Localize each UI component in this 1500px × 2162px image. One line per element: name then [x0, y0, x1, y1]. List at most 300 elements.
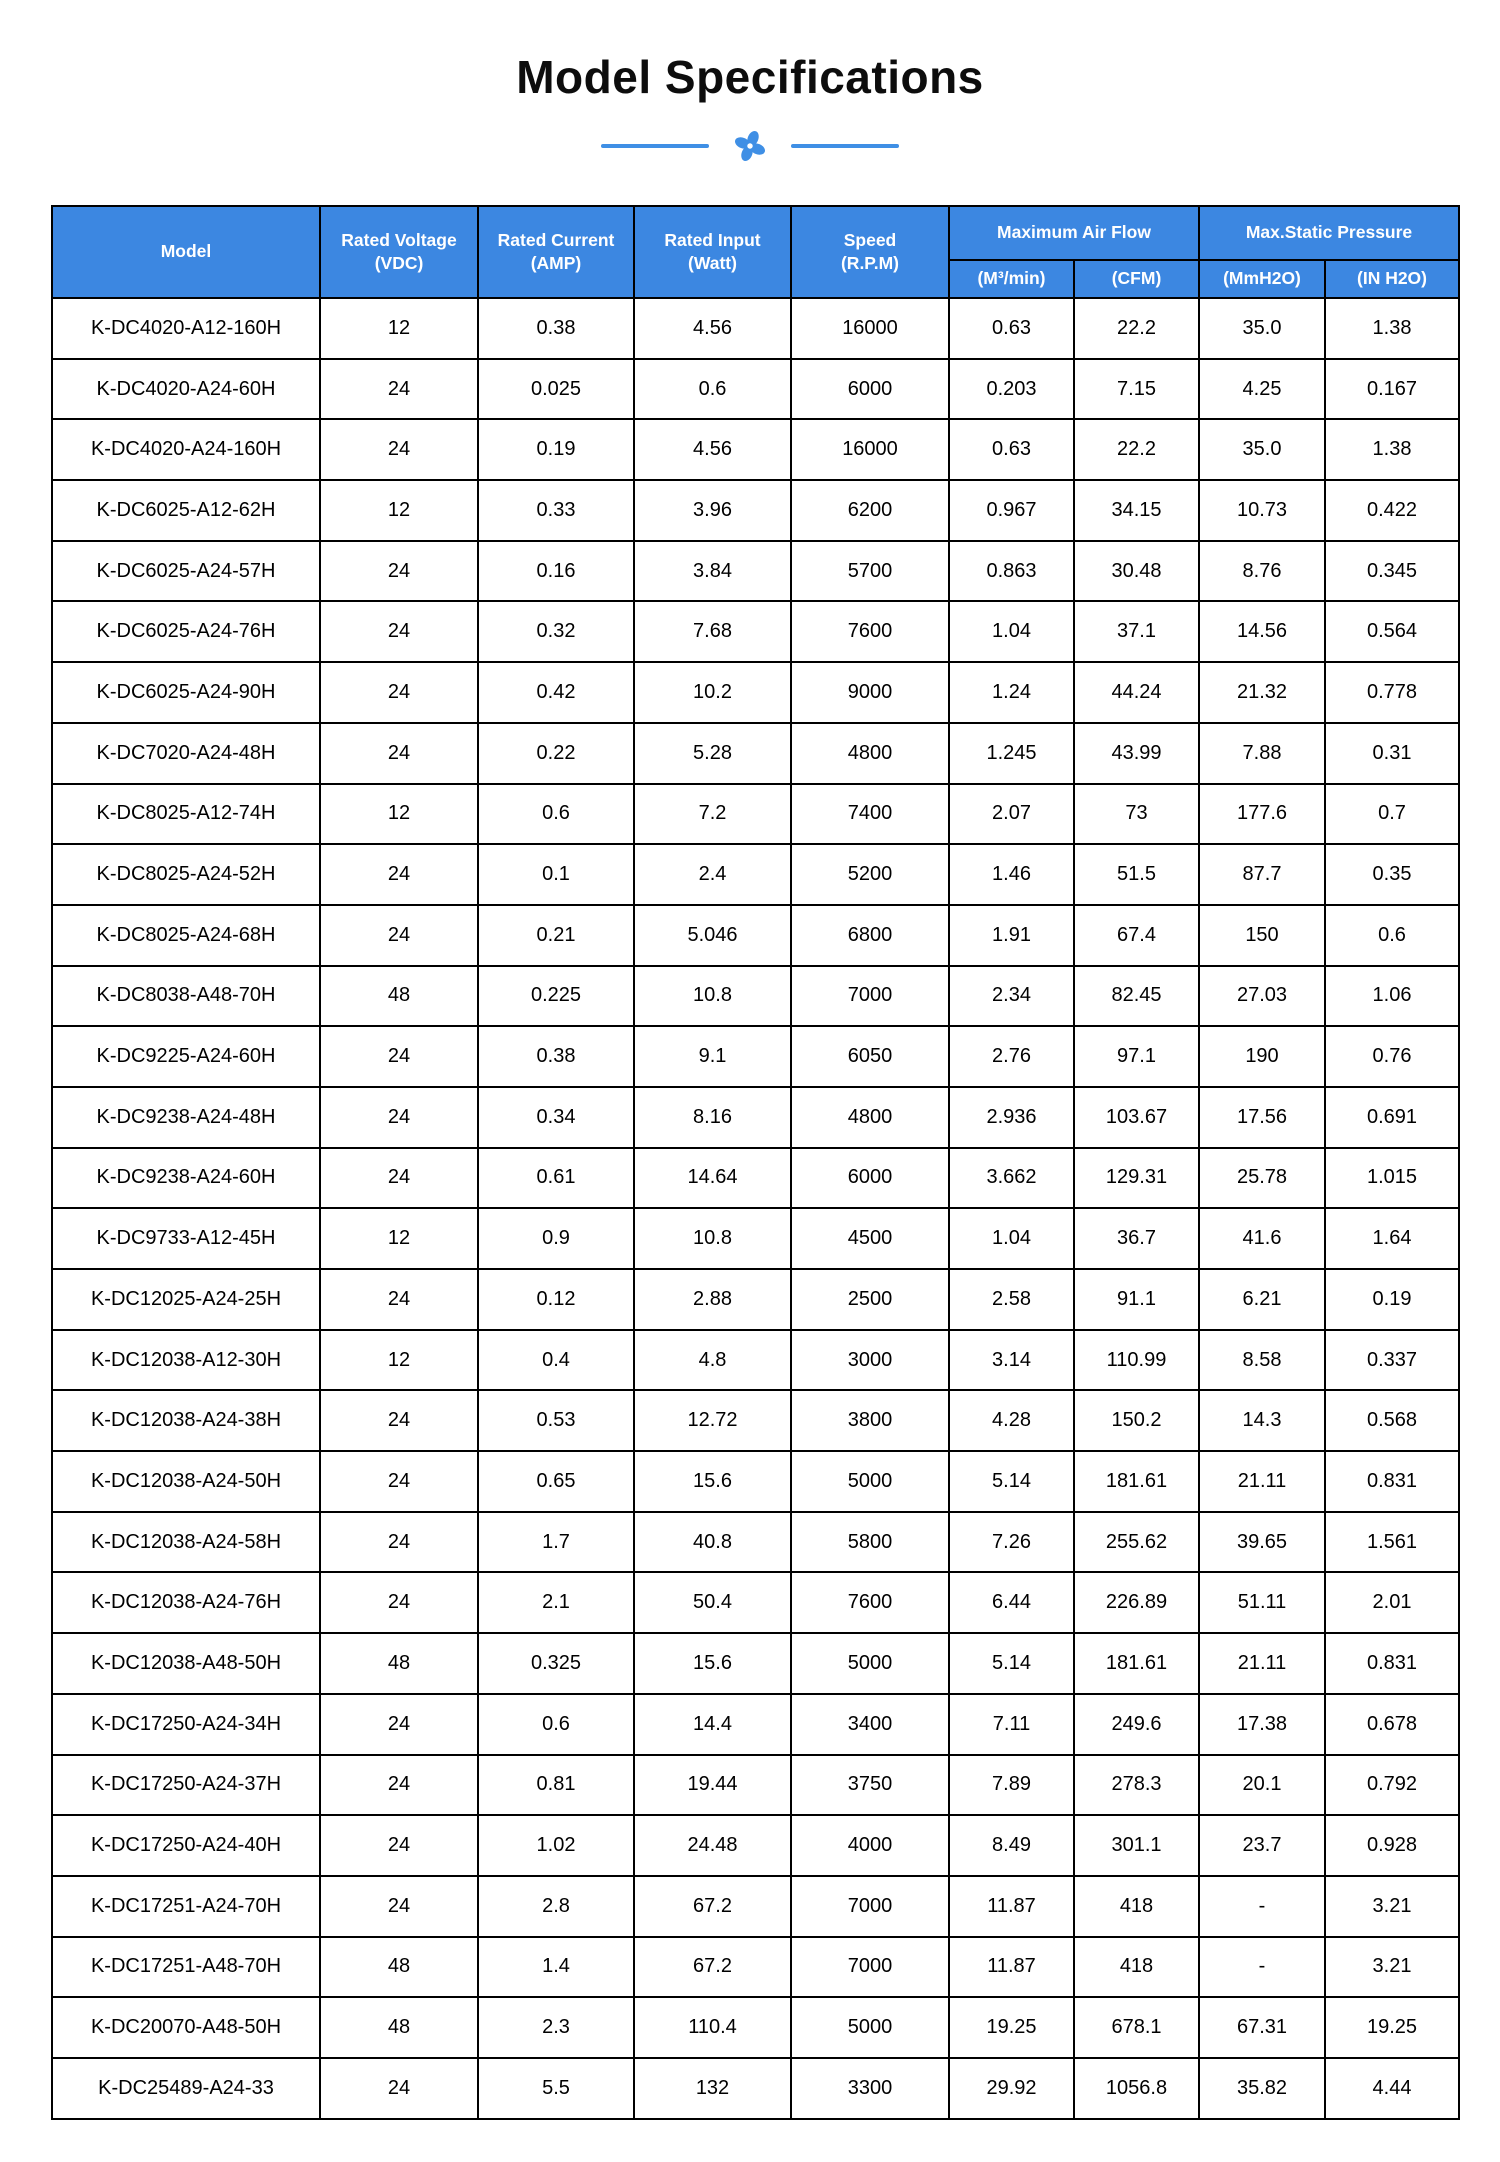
- table-row: [52, 1694, 1459, 1755]
- cell-speed: 6200: [791, 480, 949, 541]
- cell-pressure-inh2o: 0.167: [1325, 359, 1459, 420]
- col-header-model: Model: [52, 206, 320, 298]
- table-row: [52, 419, 1459, 480]
- col-header-voltage-line1: Rated Voltage: [341, 229, 457, 250]
- cell-speed: 5000: [791, 1997, 949, 2058]
- cell-speed: 4800: [791, 1087, 949, 1148]
- cell-speed: 3800: [791, 1390, 949, 1451]
- cell-pressure-mmh2o: 10.73: [1199, 480, 1325, 541]
- divider-line-right: [791, 144, 899, 148]
- cell-pressure-mmh2o: 177.6: [1199, 784, 1325, 845]
- cell-airflow-m3min: 0.863: [949, 541, 1074, 602]
- cell-model: K-DC12038-A24-50H: [52, 1451, 320, 1512]
- cell-airflow-m3min: 1.245: [949, 723, 1074, 784]
- cell-model: K-DC4020-A24-160H: [52, 419, 320, 480]
- cell-pressure-inh2o: 0.422: [1325, 480, 1459, 541]
- col-group-pressure: Max.Static Pressure: [1199, 206, 1459, 260]
- col-header-speed: [791, 206, 949, 298]
- cell-pressure-inh2o: 0.792: [1325, 1755, 1459, 1816]
- cell-rated-current: 2.3: [478, 1997, 634, 2058]
- table-row: [52, 2058, 1459, 2119]
- cell-rated-input: 3.84: [634, 541, 791, 602]
- cell-rated-voltage: 24: [320, 844, 478, 905]
- cell-airflow-cfm: 36.7: [1074, 1208, 1199, 1269]
- cell-airflow-m3min: 8.49: [949, 1815, 1074, 1876]
- cell-rated-input: 15.6: [634, 1633, 791, 1694]
- cell-pressure-mmh2o: 6.21: [1199, 1269, 1325, 1330]
- cell-airflow-m3min: 0.203: [949, 359, 1074, 420]
- cell-pressure-mmh2o: 35.0: [1199, 419, 1325, 480]
- cell-speed: 3750: [791, 1755, 949, 1816]
- divider-line-left: [601, 144, 709, 148]
- cell-rated-input: 10.2: [634, 662, 791, 723]
- cell-model: K-DC12025-A24-25H: [52, 1269, 320, 1330]
- table-row: [52, 1390, 1459, 1451]
- cell-airflow-m3min: 1.91: [949, 905, 1074, 966]
- cell-speed: 5000: [791, 1451, 949, 1512]
- col-header-pressure-mmh2o: (MmH2O): [1199, 260, 1325, 298]
- cell-model: K-DC25489-A24-33: [52, 2058, 320, 2119]
- cell-pressure-inh2o: 0.928: [1325, 1815, 1459, 1876]
- cell-airflow-cfm: 97.1: [1074, 1026, 1199, 1087]
- cell-speed: 6050: [791, 1026, 949, 1087]
- cell-rated-input: 50.4: [634, 1572, 791, 1633]
- cell-model: K-DC4020-A24-60H: [52, 359, 320, 420]
- cell-rated-voltage: 24: [320, 1572, 478, 1633]
- cell-pressure-mmh2o: 17.56: [1199, 1087, 1325, 1148]
- cell-rated-current: 0.53: [478, 1390, 634, 1451]
- cell-rated-voltage: 12: [320, 784, 478, 845]
- cell-rated-voltage: 24: [320, 1755, 478, 1816]
- cell-speed: 7600: [791, 601, 949, 662]
- cell-rated-current: 1.7: [478, 1512, 634, 1573]
- cell-rated-voltage: 48: [320, 1997, 478, 2058]
- cell-speed: 6000: [791, 1148, 949, 1209]
- cell-speed: 7000: [791, 1937, 949, 1998]
- cell-pressure-inh2o: 0.35: [1325, 844, 1459, 905]
- cell-pressure-inh2o: 19.25: [1325, 1997, 1459, 2058]
- cell-model: K-DC6025-A12-62H: [52, 480, 320, 541]
- cell-pressure-inh2o: 0.6: [1325, 905, 1459, 966]
- cell-pressure-mmh2o: 21.11: [1199, 1451, 1325, 1512]
- cell-model: K-DC9225-A24-60H: [52, 1026, 320, 1087]
- cell-model: K-DC6025-A24-76H: [52, 601, 320, 662]
- cell-rated-voltage: 24: [320, 662, 478, 723]
- cell-speed: 6000: [791, 359, 949, 420]
- cell-pressure-inh2o: 0.76: [1325, 1026, 1459, 1087]
- spec-table: [51, 205, 1460, 2120]
- cell-airflow-cfm: 73: [1074, 784, 1199, 845]
- cell-model: K-DC12038-A24-58H: [52, 1512, 320, 1573]
- cell-airflow-m3min: 5.14: [949, 1633, 1074, 1694]
- cell-airflow-m3min: 7.89: [949, 1755, 1074, 1816]
- cell-airflow-cfm: 7.15: [1074, 359, 1199, 420]
- cell-speed: 16000: [791, 419, 949, 480]
- cell-speed: 3400: [791, 1694, 949, 1755]
- cell-speed: 5700: [791, 541, 949, 602]
- cell-rated-input: 67.2: [634, 1937, 791, 1998]
- cell-rated-voltage: 48: [320, 1633, 478, 1694]
- cell-rated-current: 0.81: [478, 1755, 634, 1816]
- cell-airflow-cfm: 37.1: [1074, 601, 1199, 662]
- cell-rated-voltage: 12: [320, 1208, 478, 1269]
- cell-pressure-mmh2o: 8.58: [1199, 1330, 1325, 1391]
- cell-pressure-inh2o: 2.01: [1325, 1572, 1459, 1633]
- cell-model: K-DC6025-A24-90H: [52, 662, 320, 723]
- table-row: [52, 1269, 1459, 1330]
- table-row: [52, 541, 1459, 602]
- cell-airflow-m3min: 1.46: [949, 844, 1074, 905]
- table-header: [52, 206, 1459, 298]
- cell-rated-input: 4.56: [634, 298, 791, 359]
- cell-rated-current: 0.4: [478, 1330, 634, 1391]
- cell-rated-voltage: 24: [320, 723, 478, 784]
- cell-rated-input: 2.88: [634, 1269, 791, 1330]
- page-title: Model Specifications: [516, 51, 984, 103]
- cell-airflow-cfm: 418: [1074, 1876, 1199, 1937]
- cell-rated-current: 0.325: [478, 1633, 634, 1694]
- table-row: [52, 298, 1459, 359]
- cell-pressure-mmh2o: 17.38: [1199, 1694, 1325, 1755]
- table-row: [52, 480, 1459, 541]
- cell-rated-input: 40.8: [634, 1512, 791, 1573]
- cell-airflow-m3min: 2.936: [949, 1087, 1074, 1148]
- cell-rated-current: 0.61: [478, 1148, 634, 1209]
- table-row: [52, 662, 1459, 723]
- cell-airflow-cfm: 418: [1074, 1937, 1199, 1998]
- cell-pressure-mmh2o: 21.32: [1199, 662, 1325, 723]
- cell-airflow-m3min: 3.14: [949, 1330, 1074, 1391]
- cell-airflow-cfm: 678.1: [1074, 1997, 1199, 2058]
- cell-airflow-m3min: 0.967: [949, 480, 1074, 541]
- cell-pressure-mmh2o: 51.11: [1199, 1572, 1325, 1633]
- cell-rated-voltage: 24: [320, 905, 478, 966]
- cell-airflow-cfm: 44.24: [1074, 662, 1199, 723]
- cell-pressure-inh2o: 0.691: [1325, 1087, 1459, 1148]
- col-header-input-line1: Rated Input: [664, 229, 761, 250]
- cell-rated-current: 0.22: [478, 723, 634, 784]
- col-group-airflow: Maximum Air Flow: [949, 206, 1199, 260]
- cell-pressure-mmh2o: 150: [1199, 905, 1325, 966]
- cell-speed: 4500: [791, 1208, 949, 1269]
- cell-speed: 3300: [791, 2058, 949, 2119]
- cell-rated-input: 7.2: [634, 784, 791, 845]
- cell-pressure-inh2o: 0.7: [1325, 784, 1459, 845]
- cell-speed: 4000: [791, 1815, 949, 1876]
- cell-rated-current: 2.8: [478, 1876, 634, 1937]
- col-header-voltage: [320, 206, 478, 298]
- cell-model: K-DC12038-A24-76H: [52, 1572, 320, 1633]
- cell-rated-input: 19.44: [634, 1755, 791, 1816]
- cell-airflow-cfm: 249.6: [1074, 1694, 1199, 1755]
- cell-pressure-inh2o: 3.21: [1325, 1876, 1459, 1937]
- cell-rated-input: 14.64: [634, 1148, 791, 1209]
- cell-pressure-mmh2o: -: [1199, 1876, 1325, 1937]
- col-header-airflow-m3min: (M³/min): [949, 260, 1074, 298]
- cell-rated-current: 0.9: [478, 1208, 634, 1269]
- table-row: [52, 1148, 1459, 1209]
- cell-rated-input: 10.8: [634, 966, 791, 1027]
- cell-model: K-DC8025-A24-52H: [52, 844, 320, 905]
- cell-pressure-mmh2o: -: [1199, 1937, 1325, 1998]
- cell-speed: 7000: [791, 966, 949, 1027]
- col-header-speed-line1: Speed: [843, 229, 897, 250]
- cell-pressure-inh2o: 0.345: [1325, 541, 1459, 602]
- cell-rated-voltage: 48: [320, 966, 478, 1027]
- cell-speed: 7600: [791, 1572, 949, 1633]
- cell-model: K-DC8025-A24-68H: [52, 905, 320, 966]
- cell-pressure-inh2o: 1.38: [1325, 298, 1459, 359]
- cell-rated-current: 0.32: [478, 601, 634, 662]
- table-row: [52, 844, 1459, 905]
- cell-pressure-inh2o: 0.678: [1325, 1694, 1459, 1755]
- cell-rated-voltage: 24: [320, 1512, 478, 1573]
- cell-rated-voltage: 12: [320, 298, 478, 359]
- cell-airflow-m3min: 11.87: [949, 1876, 1074, 1937]
- cell-rated-input: 12.72: [634, 1390, 791, 1451]
- cell-speed: 4800: [791, 723, 949, 784]
- cell-rated-current: 0.65: [478, 1451, 634, 1512]
- cell-rated-voltage: 24: [320, 1390, 478, 1451]
- cell-airflow-m3min: 5.14: [949, 1451, 1074, 1512]
- table-row: [52, 601, 1459, 662]
- cell-rated-current: 0.33: [478, 480, 634, 541]
- cell-airflow-m3min: 2.07: [949, 784, 1074, 845]
- cell-rated-input: 5.046: [634, 905, 791, 966]
- cell-model: K-DC12038-A12-30H: [52, 1330, 320, 1391]
- cell-pressure-mmh2o: 20.1: [1199, 1755, 1325, 1816]
- cell-airflow-cfm: 226.89: [1074, 1572, 1199, 1633]
- cell-airflow-cfm: 91.1: [1074, 1269, 1199, 1330]
- cell-rated-voltage: 24: [320, 1148, 478, 1209]
- cell-model: K-DC6025-A24-57H: [52, 541, 320, 602]
- col-header-airflow-cfm: (CFM): [1074, 260, 1199, 298]
- cell-rated-input: 7.68: [634, 601, 791, 662]
- col-header-current-line1: Rated Current: [497, 229, 615, 250]
- cell-model: K-DC9238-A24-48H: [52, 1087, 320, 1148]
- cell-speed: 3000: [791, 1330, 949, 1391]
- cell-rated-voltage: 24: [320, 1269, 478, 1330]
- col-header-pressure-inh2o: (IN H2O): [1325, 260, 1459, 298]
- cell-rated-input: 4.8: [634, 1330, 791, 1391]
- cell-pressure-inh2o: 0.831: [1325, 1451, 1459, 1512]
- cell-rated-current: 0.1: [478, 844, 634, 905]
- cell-rated-voltage: 12: [320, 480, 478, 541]
- cell-speed: 16000: [791, 298, 949, 359]
- cell-pressure-inh2o: 4.44: [1325, 2058, 1459, 2119]
- cell-rated-input: 9.1: [634, 1026, 791, 1087]
- cell-pressure-inh2o: 0.831: [1325, 1633, 1459, 1694]
- cell-airflow-cfm: 301.1: [1074, 1815, 1199, 1876]
- cell-airflow-cfm: 43.99: [1074, 723, 1199, 784]
- cell-pressure-mmh2o: 23.7: [1199, 1815, 1325, 1876]
- table-row: [52, 1815, 1459, 1876]
- cell-model: K-DC17251-A48-70H: [52, 1937, 320, 1998]
- cell-rated-current: 0.025: [478, 359, 634, 420]
- cell-pressure-mmh2o: 27.03: [1199, 966, 1325, 1027]
- cell-pressure-mmh2o: 21.11: [1199, 1633, 1325, 1694]
- cell-pressure-mmh2o: 4.25: [1199, 359, 1325, 420]
- table-row: [52, 1330, 1459, 1391]
- cell-rated-input: 10.8: [634, 1208, 791, 1269]
- table-row: [52, 1512, 1459, 1573]
- col-header-current: [478, 206, 634, 298]
- cell-pressure-inh2o: 0.778: [1325, 662, 1459, 723]
- cell-rated-voltage: 12: [320, 1330, 478, 1391]
- cell-model: K-DC17251-A24-70H: [52, 1876, 320, 1937]
- cell-pressure-mmh2o: 190: [1199, 1026, 1325, 1087]
- table-row: [52, 1937, 1459, 1998]
- cell-rated-voltage: 24: [320, 1451, 478, 1512]
- header-row-top: [52, 206, 1459, 260]
- cell-rated-input: 4.56: [634, 419, 791, 480]
- cell-rated-input: 110.4: [634, 1997, 791, 2058]
- cell-airflow-m3min: 2.58: [949, 1269, 1074, 1330]
- cell-airflow-cfm: 1056.8: [1074, 2058, 1199, 2119]
- cell-pressure-inh2o: 3.21: [1325, 1937, 1459, 1998]
- col-header-input: [634, 206, 791, 298]
- cell-rated-current: 0.38: [478, 1026, 634, 1087]
- cell-airflow-cfm: 181.61: [1074, 1451, 1199, 1512]
- table-row: [52, 1208, 1459, 1269]
- cell-rated-input: 0.6: [634, 359, 791, 420]
- table-row: [52, 905, 1459, 966]
- table-row: [52, 1026, 1459, 1087]
- cell-pressure-inh2o: 1.06: [1325, 966, 1459, 1027]
- cell-pressure-mmh2o: 25.78: [1199, 1148, 1325, 1209]
- cell-airflow-cfm: 255.62: [1074, 1512, 1199, 1573]
- cell-airflow-m3min: 0.63: [949, 298, 1074, 359]
- cell-pressure-inh2o: 0.31: [1325, 723, 1459, 784]
- table-row: [52, 1087, 1459, 1148]
- cell-airflow-m3min: 3.662: [949, 1148, 1074, 1209]
- cell-rated-voltage: 24: [320, 1876, 478, 1937]
- cell-pressure-mmh2o: 14.56: [1199, 601, 1325, 662]
- table-row: [52, 1572, 1459, 1633]
- cell-airflow-cfm: 22.2: [1074, 298, 1199, 359]
- cell-model: K-DC4020-A12-160H: [52, 298, 320, 359]
- cell-model: K-DC12038-A24-38H: [52, 1390, 320, 1451]
- cell-airflow-m3min: 7.11: [949, 1694, 1074, 1755]
- cell-pressure-mmh2o: 35.0: [1199, 298, 1325, 359]
- fan-icon: [733, 129, 767, 163]
- cell-model: K-DC17250-A24-40H: [52, 1815, 320, 1876]
- cell-speed: 7000: [791, 1876, 949, 1937]
- cell-pressure-inh2o: 0.337: [1325, 1330, 1459, 1391]
- cell-pressure-inh2o: 1.015: [1325, 1148, 1459, 1209]
- cell-rated-voltage: 24: [320, 1815, 478, 1876]
- cell-speed: 6800: [791, 905, 949, 966]
- cell-rated-current: 0.34: [478, 1087, 634, 1148]
- cell-rated-current: 1.4: [478, 1937, 634, 1998]
- cell-airflow-cfm: 34.15: [1074, 480, 1199, 541]
- cell-airflow-cfm: 51.5: [1074, 844, 1199, 905]
- cell-rated-current: 0.6: [478, 1694, 634, 1755]
- cell-rated-voltage: 24: [320, 1087, 478, 1148]
- cell-airflow-cfm: 110.99: [1074, 1330, 1199, 1391]
- cell-pressure-mmh2o: 87.7: [1199, 844, 1325, 905]
- cell-model: K-DC20070-A48-50H: [52, 1997, 320, 2058]
- table-row: [52, 1876, 1459, 1937]
- cell-pressure-mmh2o: 67.31: [1199, 1997, 1325, 2058]
- cell-pressure-inh2o: 1.64: [1325, 1208, 1459, 1269]
- cell-airflow-m3min: 11.87: [949, 1937, 1074, 1998]
- cell-pressure-mmh2o: 14.3: [1199, 1390, 1325, 1451]
- cell-model: K-DC17250-A24-37H: [52, 1755, 320, 1816]
- table-row: [52, 1997, 1459, 2058]
- cell-airflow-cfm: 103.67: [1074, 1087, 1199, 1148]
- cell-airflow-m3min: 1.24: [949, 662, 1074, 723]
- cell-rated-voltage: 24: [320, 359, 478, 420]
- cell-airflow-m3min: 0.63: [949, 419, 1074, 480]
- cell-model: K-DC7020-A24-48H: [52, 723, 320, 784]
- table-row: [52, 1633, 1459, 1694]
- cell-pressure-mmh2o: 35.82: [1199, 2058, 1325, 2119]
- cell-rated-current: 0.12: [478, 1269, 634, 1330]
- cell-rated-input: 24.48: [634, 1815, 791, 1876]
- cell-rated-input: 67.2: [634, 1876, 791, 1937]
- cell-speed: 2500: [791, 1269, 949, 1330]
- cell-airflow-cfm: 67.4: [1074, 905, 1199, 966]
- cell-rated-current: 0.38: [478, 298, 634, 359]
- cell-rated-input: 5.28: [634, 723, 791, 784]
- table-body: [52, 298, 1459, 2119]
- cell-rated-input: 2.4: [634, 844, 791, 905]
- cell-rated-current: 2.1: [478, 1572, 634, 1633]
- cell-rated-voltage: 24: [320, 1694, 478, 1755]
- cell-pressure-mmh2o: 41.6: [1199, 1208, 1325, 1269]
- table-row: [52, 723, 1459, 784]
- col-header-input-line2: (Watt): [688, 253, 737, 273]
- cell-rated-voltage: 24: [320, 419, 478, 480]
- cell-speed: 5000: [791, 1633, 949, 1694]
- cell-model: K-DC17250-A24-34H: [52, 1694, 320, 1755]
- cell-model: K-DC9238-A24-60H: [52, 1148, 320, 1209]
- table-row: [52, 966, 1459, 1027]
- cell-airflow-cfm: 150.2: [1074, 1390, 1199, 1451]
- col-header-voltage-line2: (VDC): [374, 253, 424, 273]
- cell-speed: 7400: [791, 784, 949, 845]
- cell-airflow-cfm: 278.3: [1074, 1755, 1199, 1816]
- cell-rated-current: 1.02: [478, 1815, 634, 1876]
- cell-rated-current: 0.225: [478, 966, 634, 1027]
- table-row: [52, 1755, 1459, 1816]
- cell-airflow-m3min: 2.76: [949, 1026, 1074, 1087]
- cell-model: K-DC8025-A12-74H: [52, 784, 320, 845]
- cell-rated-input: 15.6: [634, 1451, 791, 1512]
- cell-airflow-cfm: 22.2: [1074, 419, 1199, 480]
- table-row: [52, 784, 1459, 845]
- cell-rated-current: 0.19: [478, 419, 634, 480]
- cell-rated-input: 3.96: [634, 480, 791, 541]
- table-row: [52, 359, 1459, 420]
- cell-pressure-inh2o: 0.19: [1325, 1269, 1459, 1330]
- col-header-current-line2: (AMP): [530, 253, 582, 273]
- cell-pressure-mmh2o: 7.88: [1199, 723, 1325, 784]
- cell-airflow-m3min: 1.04: [949, 601, 1074, 662]
- cell-speed: 5200: [791, 844, 949, 905]
- cell-rated-input: 132: [634, 2058, 791, 2119]
- cell-airflow-m3min: 1.04: [949, 1208, 1074, 1269]
- cell-speed: 9000: [791, 662, 949, 723]
- cell-rated-input: 14.4: [634, 1694, 791, 1755]
- cell-pressure-mmh2o: 39.65: [1199, 1512, 1325, 1573]
- cell-airflow-m3min: 6.44: [949, 1572, 1074, 1633]
- cell-airflow-cfm: 82.45: [1074, 966, 1199, 1027]
- cell-model: K-DC12038-A48-50H: [52, 1633, 320, 1694]
- cell-pressure-mmh2o: 8.76: [1199, 541, 1325, 602]
- cell-pressure-inh2o: 0.564: [1325, 601, 1459, 662]
